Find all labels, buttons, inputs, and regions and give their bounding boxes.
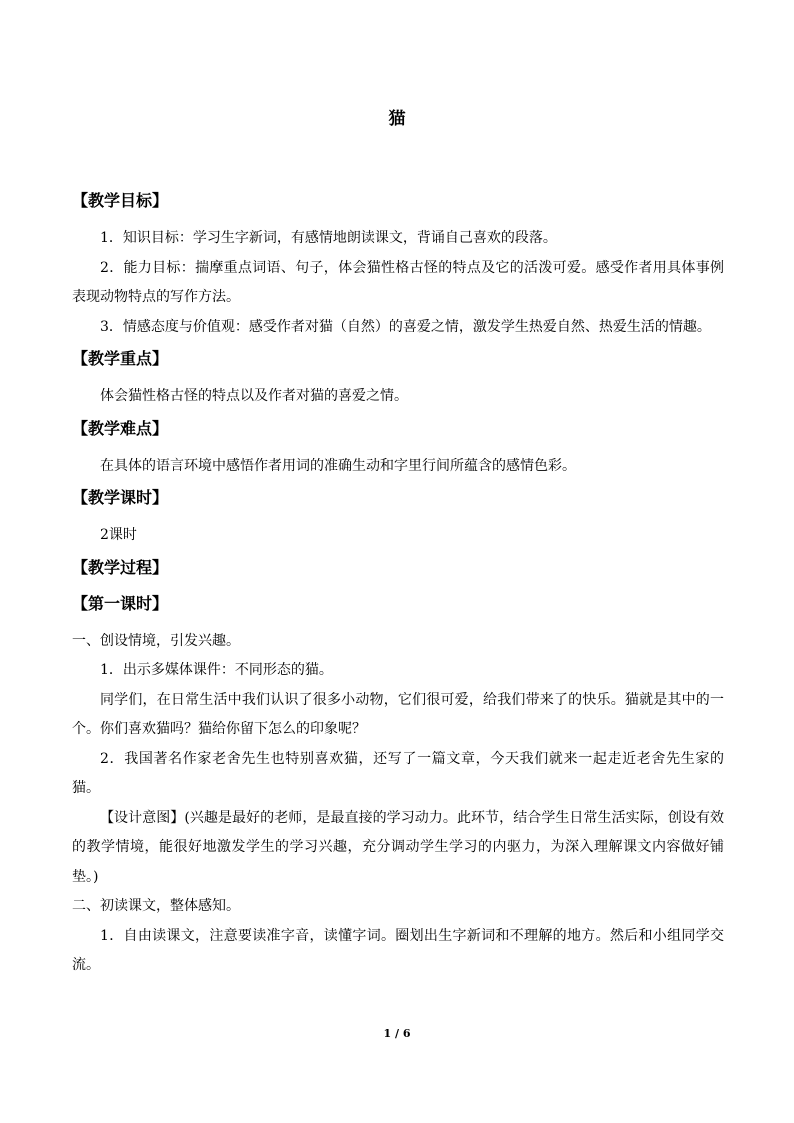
step-2-title: 二、初读课文，整体感知。: [72, 898, 240, 914]
step-1-speech: 同学们，在日常生活中我们认识了很多小动物，它们很可爱，给我们带来了的快乐。猫就是其中的一个。你们喜欢猫吗？猫给你留下怎么的印象呢？: [72, 691, 724, 737]
design-intent: [72, 804, 724, 893]
design-intent-tag: 【设计意图】: [100, 809, 185, 826]
class-hours-heading: 【教学课时】: [72, 488, 169, 507]
objective-2: 2．能力目标：揣摩重点词语、句子，体会猫性格古怪的特点及它的活泼可爱。感受作者用具体事例表现动物特点的写作方法。: [72, 259, 724, 305]
step-1-item-2: 2．我国著名作家老舍先生也特别喜欢猫，还写了一篇文章，今天我们就来一起走近老舍先生家的猫。: [72, 750, 724, 796]
first-lesson-heading: 【第一课时】: [72, 593, 169, 613]
page-number: 1 / 6: [383, 1027, 411, 1040]
key-points-text: 体会猫性格古怪的特点以及作者对猫的喜爱之情。: [100, 388, 408, 404]
objective-3: 3．情感态度与价值观：感受作者对猫（自然）的喜爱之情，激发学生热爱自然、热爱生活的情趣。: [100, 318, 711, 335]
class-hours-text: 2课时: [100, 527, 137, 543]
document-body: [72, 188, 724, 981]
objectives-heading: 【教学目标】: [72, 191, 169, 210]
design-intent-text: (兴趣是最好的老师，是最直接的学习动力。此环节，结合学生日常生活实际，创设有效的教学情境，能很好地激发学生的学习兴趣，充分调动学生学习的内驱力，为深入理解课文内容做好铺垫。): [72, 809, 725, 885]
document-title: 猫: [388, 109, 406, 129]
teaching-process-heading: 【教学过程】: [72, 557, 169, 577]
difficult-points-text: 在具体的语言环境中感悟作者用词的准确生动和字里行间所蕴含的感情色彩。: [100, 457, 576, 474]
key-points-heading: 【教学重点】: [72, 349, 169, 368]
step-2-item-1: 1．自由读课文，注意要读准字音，读懂字词。圈划出生字新词和不理解的地方。然后和小组同学交流。: [72, 927, 724, 973]
step-1-title: 一、创设情境，引发兴趣。: [72, 632, 240, 649]
objective-1: 1．知识目标：学习生字新词，有感情地朗读课文，背诵自己喜欢的段落。: [100, 230, 557, 246]
step-1-item-1: 1．出示多媒体课件：不同形态的猫。: [100, 662, 333, 678]
difficult-points-heading: 【教学难点】: [72, 418, 169, 438]
